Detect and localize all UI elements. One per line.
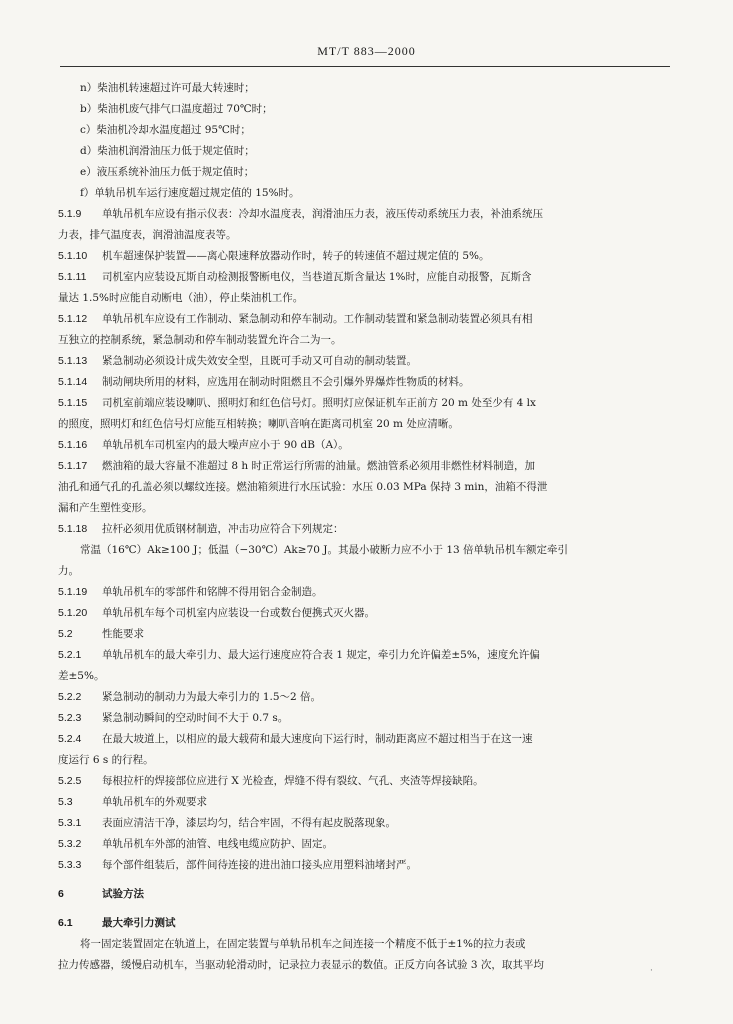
line-text: 差±5%。 [58,670,105,682]
clause-number: 5.2.5 [58,775,82,787]
clause-number: 5.1.10 [58,250,88,262]
clause-line [58,376,678,397]
line-text: f）单轨吊机车运行速度超过规定值的 15%时。 [80,187,300,199]
clause-line [58,355,678,376]
line-text: 机车超速保护装置——离心限速释放器动作时，转子的转速值不超过规定值的 5%。 [102,250,490,262]
clause-number: 6 [58,888,64,900]
line-text: 司机室前端应装设喇叭、照明灯和红色信号灯。照明灯应保证机车正前方 20 m 处至少有 4 lx [102,397,536,409]
document-body [58,82,678,980]
clause-line [58,775,678,796]
line-text: 单轨吊机车的外观要求 [102,796,207,808]
clause-line [58,250,678,271]
clause-number: 5.2.3 [58,712,82,724]
line-text: 单轨吊机车的零部件和铭牌不得用铝合金制造。 [102,586,323,598]
text-line [58,544,678,565]
line-text: 漏和产生塑性变形。 [58,502,153,514]
clause-line [58,313,678,334]
clause-line [58,628,678,649]
clause-line [58,208,678,229]
clause-number: 5.1.19 [58,586,88,598]
text-line [58,187,678,208]
line-text: 将一固定装置固定在轨道上，在固定装置与单轨吊机车之间连接一个精度不低于±1%的拉力表或 [80,938,526,950]
clause-number: 5.1.20 [58,607,88,619]
text-line [58,481,678,502]
clause-line [58,397,678,418]
line-text: 单轨吊机车每个司机室内应装设一台或数台便携式灭火器。 [102,607,375,619]
clause-line [58,733,678,754]
line-text: 性能要求 [102,628,144,640]
text-line [58,229,678,250]
clause-number: 5.2.2 [58,691,82,703]
clause-number: 5.1.18 [58,523,88,535]
section-gap [58,880,678,888]
text-line [58,959,678,980]
clause-line [58,460,678,481]
clause-number: 5.1.12 [58,313,88,325]
line-text: 制动闸块所用的材料，应选用在制动时阻燃且不会引爆外界爆炸性物质的材料。 [102,376,470,388]
clause-number: 5.1.9 [58,208,82,220]
clause-line [58,439,678,460]
clause-line [58,712,678,733]
clause-line [58,607,678,628]
clause-line [58,691,678,712]
clause-line [58,859,678,880]
line-text: 力。 [58,565,79,577]
text-line [58,565,678,586]
line-text: 常温（16℃）Ak≥100 J；低温（−30℃）Ak≥70 J。其最小破断力应不小于 13 倍单轨吊机车额定牵引 [80,544,569,556]
text-line [58,292,678,313]
line-text: 紧急制动的制动力为最大牵引力的 1.5～2 倍。 [102,691,322,703]
clause-line [58,649,678,670]
text-line [58,145,678,166]
line-text: 的照度，照明灯和红色信号灯应能互相转换；喇叭音响在距离司机室 20 m 处应清晰。 [58,418,459,430]
clause-line [58,917,678,938]
clause-line [58,817,678,838]
line-text: d）柴油机润滑油压力低于规定值时； [80,145,255,157]
clause-line [58,888,678,909]
line-text: b）柴油机废气排气口温度超过 70℃时； [80,103,273,115]
page-header-code: MT/T 883—2000 [317,44,416,58]
clause-line [58,523,678,544]
line-text: 单轨吊机车外部的油管、电线电缆应防护、固定。 [102,838,333,850]
line-text: e）液压系统补油压力低于规定值时； [80,166,255,178]
clause-number: 5.3.3 [58,859,82,871]
text-line [58,82,678,103]
line-text: 油孔和通气孔的孔盖必须以螺纹连接。燃油箱须进行水压试验：水压 0.03 MPa 保持 3 min，油箱不得泄 [58,481,548,493]
line-text: 单轨吊机车的最大牵引力、最大运行速度应符合表 1 规定，牵引力允许偏差±5%，速度允许偏 [102,649,540,661]
line-text: 力表，排气温度表，润滑油温度表等。 [58,229,237,241]
line-text: 紧急制动瞬间的空动时间不大于 0.7 s。 [102,712,289,724]
line-text: 最大牵引力测试 [102,917,176,929]
clause-number: 5.3 [58,796,73,808]
line-text: 每根拉杆的焊接部位应进行 X 光检查，焊缝不得有裂纹、气孔、夹渣等焊接缺陷。 [102,775,484,787]
page-mark: · [650,966,653,976]
text-line [58,124,678,145]
clause-number: 5.3.1 [58,817,82,829]
clause-number: 5.3.2 [58,838,82,850]
clause-line [58,796,678,817]
line-text: 在最大坡道上，以相应的最大载荷和最大速度向下运行时，制动距离应不超过相当于在这一速 [102,733,533,745]
text-line [58,670,678,691]
clause-number: 5.2.1 [58,649,82,661]
line-text: 单轨吊机车应设有指示仪表：冷却水温度表，润滑油压力表，液压传动系统压力表，补油系统压 [102,208,543,220]
clause-number: 5.2 [58,628,73,640]
line-text: 单轨吊机车司机室内的最大噪声应小于 90 dB（A）。 [102,439,349,451]
line-text: 度运行 6 s 的行程。 [58,754,154,766]
clause-line [58,586,678,607]
text-line [58,334,678,355]
line-text: 紧急制动必须设计成失效安全型，且既可手动又可自动的制动装置。 [102,355,417,367]
clause-line [58,271,678,292]
clause-number: 5.2.4 [58,733,82,745]
line-text: 燃油箱的最大容量不准超过 8 h 时正常运行所需的油量。燃油管系必须用非燃性材料制造，加 [102,460,535,472]
clause-number: 5.1.13 [58,355,88,367]
line-text: 表面应清洁干净，漆层均匀，结合牢固，不得有起皮脱落现象。 [102,817,396,829]
line-text: 拉杆必须用优质钢材制造，冲击功应符合下列规定： [102,523,344,535]
line-text: 互独立的控制系统，紧急制动和停车制动装置允许合二为一。 [58,334,342,346]
header-rule [60,66,670,67]
clause-number: 5.1.16 [58,439,88,451]
text-line [58,938,678,959]
line-text: 司机室内应装设瓦斯自动检测报警断电仪，当巷道瓦斯含量达 1%时，应能自动报警，瓦斯含 [102,271,532,283]
clause-number: 5.1.14 [58,376,88,388]
line-text: 单轨吊机车应设有工作制动、紧急制动和停车制动。工作制动装置和紧急制动装置必须具有相 [102,313,533,325]
line-text: n）柴油机转速超过许可最大转速时； [80,82,255,94]
clause-number: 5.1.17 [58,460,88,472]
clause-number: 5.1.15 [58,397,88,409]
text-line [58,103,678,124]
clause-number: 6.1 [58,917,73,929]
line-text: c）柴油机冷却水温度超过 95℃时； [80,124,251,136]
line-text: 拉力传感器，缓慢启动机车，当驱动轮滑动时，记录拉力表显示的数值。正反方向各试验 3 次，取其平均 [58,959,544,971]
text-line [58,502,678,523]
clause-number: 5.1.11 [58,271,87,283]
text-line [58,166,678,187]
clause-line [58,838,678,859]
line-text: 每个部件组装后，部件间待连接的进出油口接头应用塑料油堵封严。 [102,859,417,871]
text-line [58,754,678,775]
line-text: 量达 1.5%时应能自动断电（油），停止柴油机工作。 [58,292,304,304]
text-line [58,418,678,439]
section-gap [58,909,678,917]
line-text: 试验方法 [102,888,144,900]
